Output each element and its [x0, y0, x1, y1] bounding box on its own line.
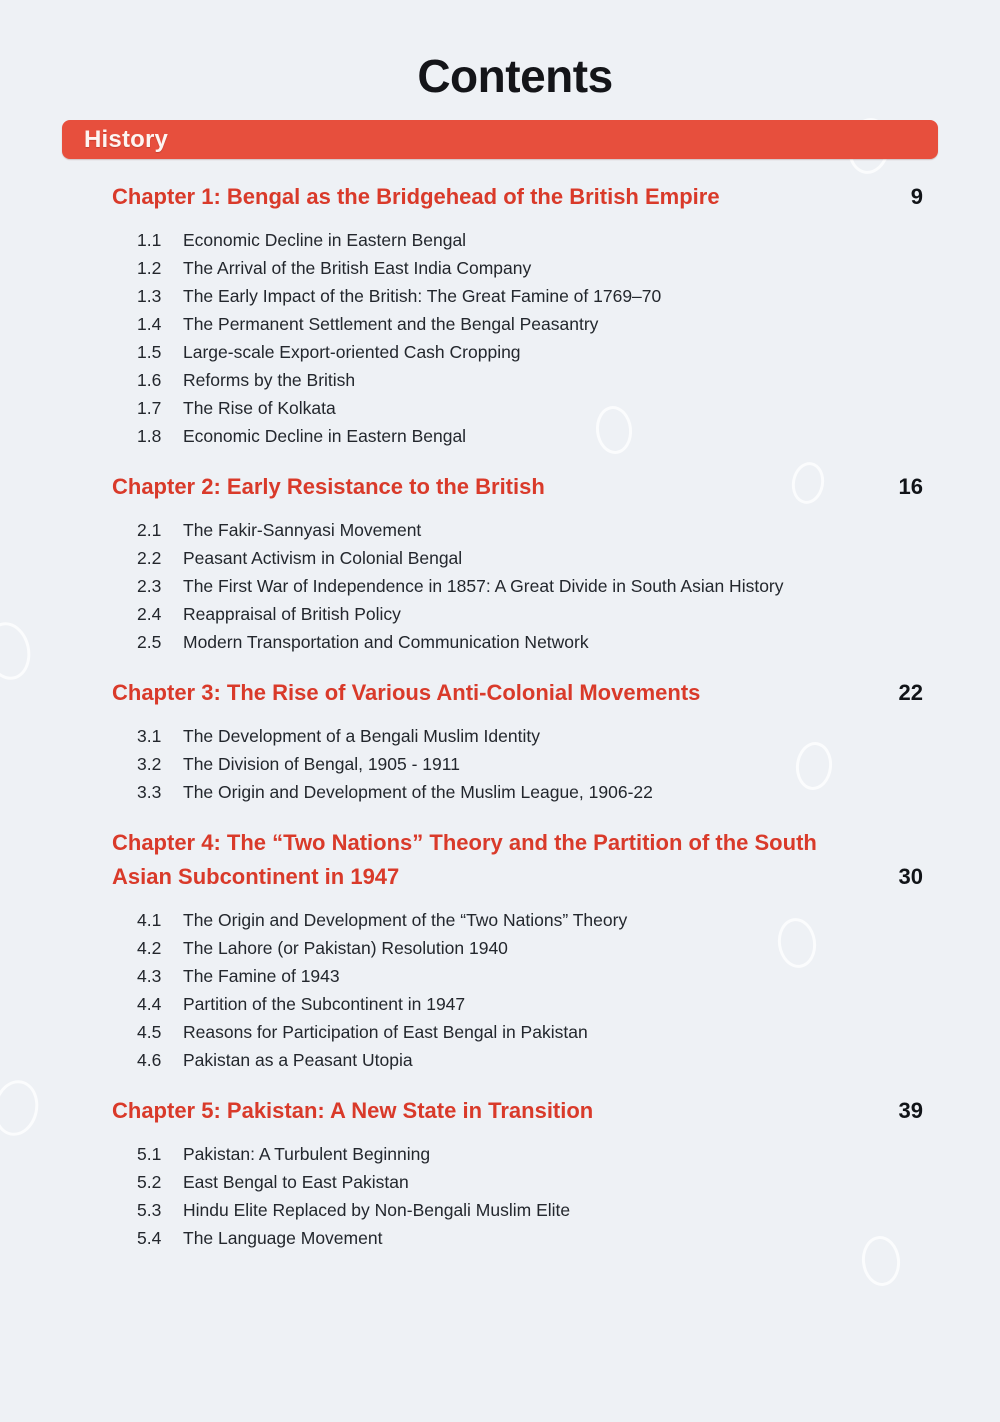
section-number: 1.1: [137, 230, 162, 250]
section-number: 5.3: [137, 1200, 162, 1220]
section-number: 4.4: [137, 994, 162, 1014]
section-list: [112, 1140, 923, 1252]
section-number: 3.1: [137, 726, 162, 746]
toc-entry: [137, 600, 923, 628]
chapter-title: Chapter 4: The “Two Nations” Theory and the Partition of the South Asian Subcontinent in 1947: [112, 830, 817, 889]
chapter: [62, 180, 938, 450]
section-list: [112, 722, 923, 806]
section-number: 4.6: [137, 1050, 162, 1070]
section-number: 1.4: [137, 314, 162, 334]
section-title: Peasant Activism in Colonial Bengal: [183, 548, 463, 568]
section-title: Hindu Elite Replaced by Non-Bengali Muslim Elite: [183, 1200, 571, 1220]
toc-entry: [137, 1224, 923, 1252]
chapter: [62, 470, 938, 656]
section-number: 1.5: [137, 342, 162, 362]
toc-entry: [137, 254, 923, 282]
chapter-page-number: 30: [898, 864, 923, 889]
chapter-title: Chapter 3: The Rise of Various Anti-Colonial Movements: [112, 680, 701, 705]
section-title: East Bengal to East Pakistan: [183, 1172, 409, 1192]
toc-entry: [137, 906, 923, 934]
section-title: Economic Decline in Eastern Bengal: [183, 230, 467, 250]
section-number: 2.5: [137, 632, 162, 652]
chapter-page-number: 22: [898, 680, 923, 705]
section-title: The Language Movement: [183, 1228, 383, 1248]
toc-entry: [137, 962, 923, 990]
chapter-heading-row: [112, 1094, 923, 1128]
section-title: The Rise of Kolkata: [183, 398, 336, 418]
section-number: 4.5: [137, 1022, 162, 1042]
toc-entry: [137, 722, 923, 750]
toc-entry: [137, 628, 923, 656]
section-banner: [62, 120, 938, 159]
section-number: 3.2: [137, 754, 162, 774]
chapter-page-number: 9: [910, 184, 923, 209]
section-number: 5.1: [137, 1144, 162, 1164]
section-banner-label: History: [84, 125, 169, 153]
toc-entry: [137, 544, 923, 572]
toc-entry: [137, 1168, 923, 1196]
chapter-list: [62, 180, 938, 1252]
page-title: Contents: [417, 50, 613, 102]
toc-entry: [137, 282, 923, 310]
section-title: The Origin and Development of the Muslim League, 1906-22: [183, 782, 653, 802]
section-number: 5.4: [137, 1228, 162, 1248]
paper-watermark-ring: [0, 1076, 43, 1140]
section-number: 4.1: [137, 910, 162, 930]
section-title: Reforms by the British: [183, 370, 356, 390]
section-title: Modern Transportation and Communication Network: [183, 632, 589, 652]
chapter-page-number: 39: [898, 1098, 923, 1123]
toc-page: [62, 50, 938, 1252]
chapter-title: Chapter 2: Early Resistance to the British: [112, 474, 545, 499]
section-number: 2.1: [137, 520, 162, 540]
chapter-heading-row: [112, 826, 923, 894]
section-title: The Development of a Bengali Muslim Identity: [183, 726, 540, 746]
toc-entry: [137, 990, 923, 1018]
toc-entry: [137, 310, 923, 338]
section-title: The Arrival of the British East India Company: [183, 258, 532, 278]
section-number: 1.7: [137, 398, 162, 418]
section-number: 1.8: [137, 426, 162, 446]
toc-entry: [137, 338, 923, 366]
paper-watermark-ring: [0, 618, 36, 684]
toc-entry: [137, 366, 923, 394]
section-number: 1.3: [137, 286, 162, 306]
toc-entry: [137, 1140, 923, 1168]
section-number: 1.2: [137, 258, 162, 278]
toc-entry: [137, 422, 923, 450]
chapter-heading-row: [112, 470, 923, 504]
section-number: 2.3: [137, 576, 162, 596]
section-title: Reasons for Participation of East Bengal in Pakistan: [183, 1022, 588, 1042]
section-number: 2.4: [137, 604, 162, 624]
section-title: Partition of the Subcontinent in 1947: [183, 994, 466, 1014]
section-number: 3.3: [137, 782, 162, 802]
section-number: 1.6: [137, 370, 162, 390]
section-title: Large-scale Export-oriented Cash Cropping: [183, 342, 521, 362]
section-list: [112, 516, 923, 656]
chapter-heading-row: [112, 676, 923, 710]
toc-entry: [137, 226, 923, 254]
toc-entry: [137, 1046, 923, 1074]
toc-entry: [137, 750, 923, 778]
section-number: 4.3: [137, 966, 162, 986]
section-number: 5.2: [137, 1172, 162, 1192]
section-title: The Famine of 1943: [183, 966, 340, 986]
section-number: 4.2: [137, 938, 162, 958]
section-title: The Lahore (or Pakistan) Resolution 1940: [183, 938, 508, 958]
toc-entry: [137, 1196, 923, 1224]
chapter-heading-row: [112, 180, 923, 214]
toc-entry: [137, 778, 923, 806]
toc-entry: [137, 394, 923, 422]
chapter-title: Chapter 5: Pakistan: A New State in Transition: [112, 1098, 594, 1123]
toc-entry: [137, 572, 923, 600]
section-title: Economic Decline in Eastern Bengal: [183, 426, 467, 446]
section-title: The Division of Bengal, 1905 - 1911: [183, 754, 460, 774]
section-title: The Origin and Development of the “Two Nations” Theory: [183, 910, 628, 930]
chapter-title: Chapter 1: Bengal as the Bridgehead of the British Empire: [112, 184, 720, 209]
chapter: [62, 1094, 938, 1252]
section-list: [112, 906, 923, 1074]
chapter: [62, 676, 938, 806]
section-title: Pakistan: A Turbulent Beginning: [183, 1144, 431, 1164]
section-list: [112, 226, 923, 450]
section-title: Reappraisal of British Policy: [183, 604, 401, 624]
toc-entry: [137, 1018, 923, 1046]
toc-entry: [137, 516, 923, 544]
toc-entry: [137, 934, 923, 962]
section-title: The First War of Independence in 1857: A Great Divide in South Asian History: [183, 576, 784, 596]
section-title: The Permanent Settlement and the Bengal Peasantry: [183, 314, 599, 334]
section-title: The Early Impact of the British: The Great Famine of 1769–70: [183, 286, 662, 306]
section-title: The Fakir-Sannyasi Movement: [183, 520, 422, 540]
section-title: Pakistan as a Peasant Utopia: [183, 1050, 413, 1070]
chapter-page-number: 16: [898, 474, 923, 499]
chapter: [62, 826, 938, 1074]
section-number: 2.2: [137, 548, 162, 568]
